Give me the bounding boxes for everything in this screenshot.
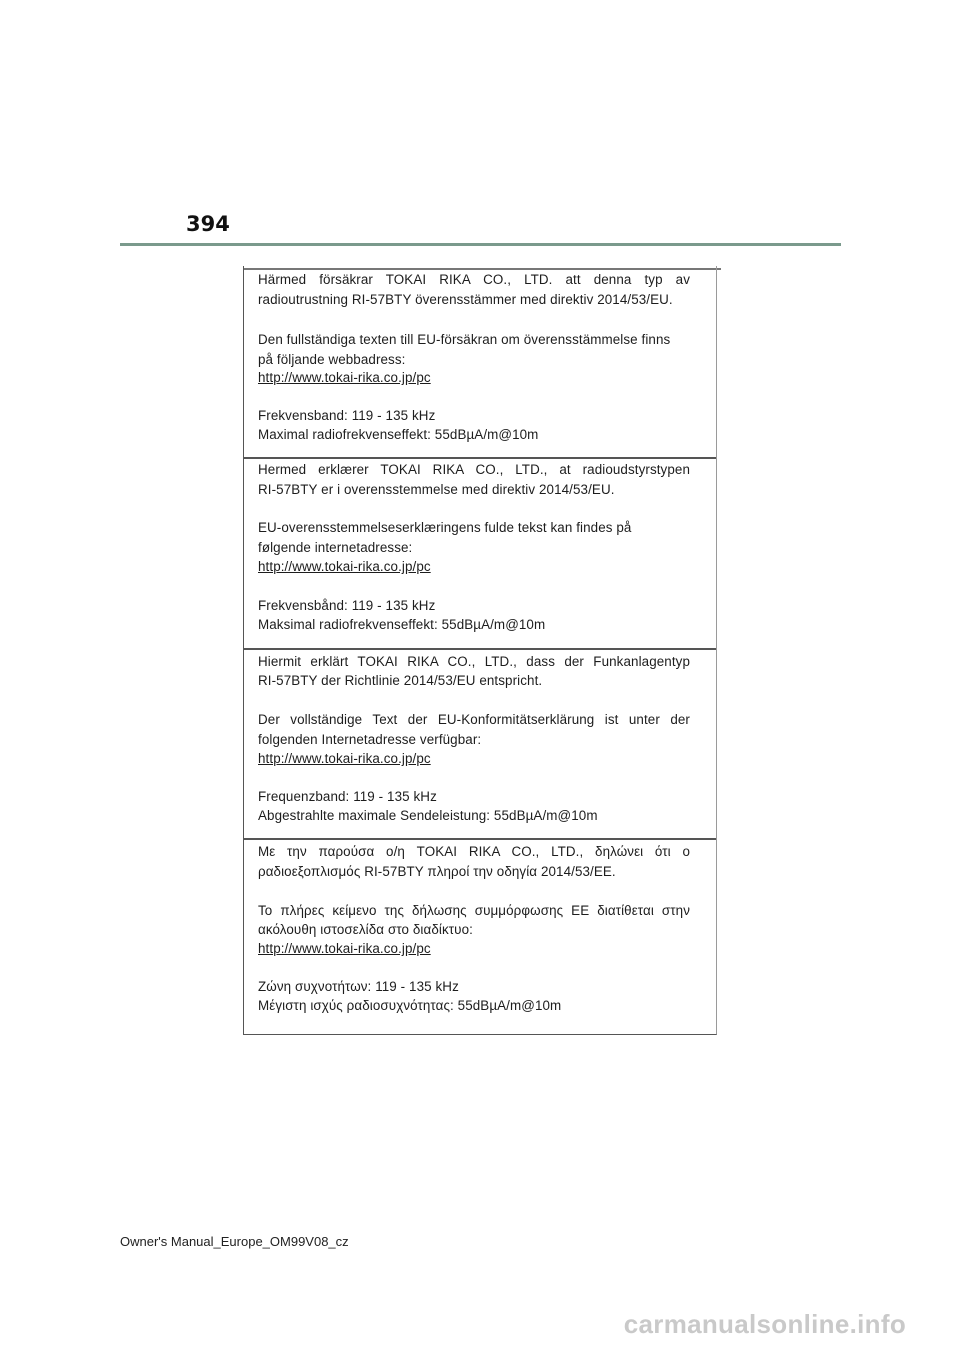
- max-power-line: Abgestrahlte maximale Sendeleistung: 55dBµA/m@10m: [258, 808, 598, 823]
- declaration-line: følgende internetadresse:: [258, 540, 413, 555]
- declaration-line: Der vollständige Text der EU-Konformitätserklärung ist unter der: [258, 712, 690, 727]
- frequency-band-line: Frekvensbånd: 119 - 135 kHz: [258, 598, 436, 613]
- declaration-url-link[interactable]: http://www.tokai-rika.co.jp/pc: [258, 370, 431, 385]
- declaration-line: EU-overensstemmelseserklæringens fulde tekst kan findes på: [258, 520, 632, 535]
- frequency-band-line: Frekvensband: 119 - 135 kHz: [258, 408, 436, 423]
- frequency-band-line: Frequenzband: 119 - 135 kHz: [258, 789, 437, 804]
- section-divider: [244, 838, 716, 840]
- declaration-line: folgenden Internetadresse verfügbar:: [258, 732, 482, 747]
- declaration-line: Το πλήρες κείμενο της δήλωσης συμμόρφωσης ΕΕ διατίθεται στην: [258, 903, 690, 918]
- declaration-url-link[interactable]: http://www.tokai-rika.co.jp/pc: [258, 941, 431, 956]
- declaration-line: radioutrustning RI-57BTY överensstämmer med direktiv 2014/53/EU.: [258, 292, 673, 307]
- declaration-line: Με την παρούσα ο/η TOKAI RIKA CO., LTD., δηλώνει ότι ο: [258, 844, 690, 859]
- max-power-line: Maksimal radiofrekvenseffekt: 55dBµA/m@10m: [258, 617, 546, 632]
- section-divider: [244, 457, 716, 459]
- declaration-line: Härmed försäkrar TOKAI RIKA CO., LTD. att denna typ av: [258, 272, 690, 287]
- page-number: 394: [186, 212, 230, 236]
- declaration-line: RI-57BTY der Richtlinie 2014/53/EU entspricht.: [258, 673, 543, 688]
- declaration-line: Hiermit erklärt TOKAI RIKA CO., LTD., dass der Funkanlagentyp: [258, 654, 690, 669]
- max-power-line: Maximal radiofrekvenseffekt: 55dBµA/m@10m: [258, 427, 539, 442]
- declaration-line: RI-57BTY er i overensstemmelse med direktiv 2014/53/EU.: [258, 482, 615, 497]
- section-divider: [244, 648, 716, 650]
- frequency-band-line: Ζώνη συχνοτήτων: 119 - 135 kHz: [258, 979, 459, 994]
- declaration-line: Den fullständiga texten till EU-försäkran om överensstämmelse finns: [258, 332, 671, 347]
- declaration-line: ακόλουθη ιστοσελίδα στο διαδίκτυο:: [258, 922, 473, 937]
- declaration-url-link[interactable]: http://www.tokai-rika.co.jp/pc: [258, 751, 431, 766]
- declaration-line: på följande webbadress:: [258, 352, 406, 367]
- declaration-scan: [243, 266, 717, 1035]
- max-power-line: Μέγιστη ισχύς ραδιοσυχνότητας: 55dBµA/m@10m: [258, 998, 562, 1013]
- footer-manual-id: Owner's Manual_Europe_OM99V08_cz: [120, 1234, 349, 1249]
- declaration-line: Hermed erklærer TOKAI RIKA CO., LTD., at radioudstyrstypen: [258, 462, 690, 477]
- declaration-line: ραδιοεξοπλισμός RI-57BTY πληροί την οδηγία 2014/53/ΕΕ.: [258, 864, 616, 879]
- watermark: carmanualsonline.info: [623, 1309, 906, 1339]
- header-rule: [120, 243, 841, 246]
- declaration-url-link[interactable]: http://www.tokai-rika.co.jp/pc: [258, 559, 431, 574]
